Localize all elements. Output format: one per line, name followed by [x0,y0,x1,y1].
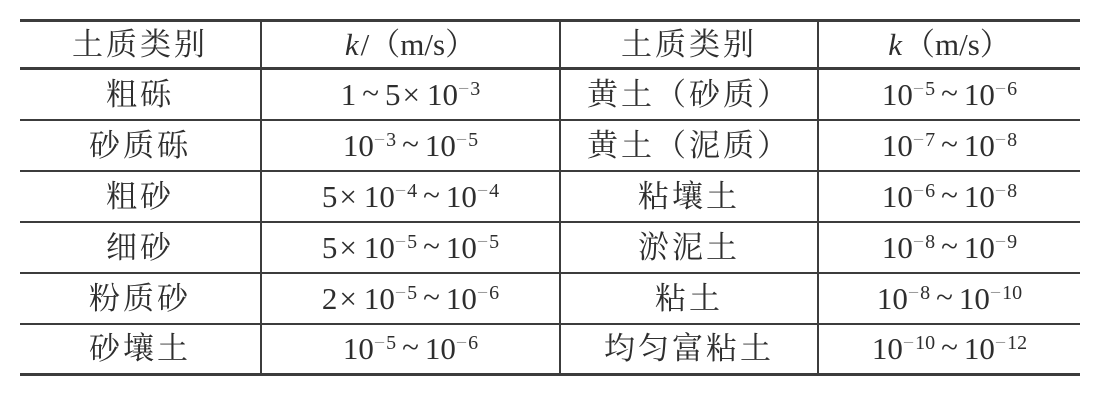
soil-type-cell: 砂质砾 [20,120,261,171]
table-row [20,171,1080,222]
exponent: −5 [373,332,397,355]
range-tilde: ~ [423,227,440,263]
exponent: −9 [994,230,1018,253]
minus-sign: − [912,128,926,151]
k-value-cell: $10^{-5}$ ~ $10^{-6}$ [818,69,1080,120]
exponent: −5 [394,230,418,253]
header-k-right [818,21,1080,69]
table-row [20,273,1080,324]
soil-type-cell: 均匀富粘土 [560,324,818,375]
k-value-cell: $5\times 10^{-4}$ ~ $10^{-4}$ [261,171,560,222]
exponent: −6 [455,332,479,355]
minus-sign: − [373,332,387,355]
exponent: −7 [912,128,936,151]
soil-type-cell: 砂壤土 [89,331,191,367]
exponent: −6 [912,179,936,202]
minus-sign: − [455,128,469,151]
k-unit: /（m/s） [360,27,477,62]
k-symbol: k [888,27,902,62]
k-value-cell: $10^{-10}$ ~ $10^{-12}$ [818,324,1080,375]
range-tilde: ~ [941,125,958,161]
table-row [20,69,1080,120]
range-tilde: ~ [941,176,958,212]
exponent: −4 [394,179,418,202]
multiply-sign: × [339,280,357,316]
soil-type-cell: 黄土（泥质） [560,120,818,171]
minus-sign: − [994,77,1008,100]
minus-sign: − [912,77,926,100]
soil-type-cell: 粘壤土 [560,171,818,222]
range-tilde: ~ [402,329,419,365]
multiply-sign: × [339,229,357,265]
range-tilde: ~ [423,176,440,212]
minus-sign: − [455,332,469,355]
exponent: −8 [912,230,936,253]
minus-sign: − [394,230,408,253]
multiply-sign: × [339,178,357,214]
k-value-cell: $10^{-3}$ ~ $10^{-5}$ [261,120,560,171]
k-value-cell: $5\times 10^{-5}$ ~ $10^{-5}$ [261,222,560,273]
soil-type-cell: 淤泥土 [560,222,818,273]
minus-sign: − [902,332,916,355]
table-row [20,222,1080,273]
range-tilde: ~ [936,278,953,314]
exponent: −4 [476,179,500,202]
soil-type-cell: 粗砂 [20,171,261,222]
soil-type-cell: 粉质砂 [20,273,261,324]
exponent: −6 [994,77,1018,100]
minus-sign: − [457,77,471,100]
minus-sign: − [394,281,408,304]
minus-sign: − [994,179,1008,202]
range-tilde: ~ [941,329,958,365]
table-row [20,324,1080,375]
minus-sign: − [994,230,1008,253]
minus-sign: − [373,128,387,151]
soil-type-cell: 粘土 [560,273,818,324]
exponent: −12 [994,332,1028,355]
header-soil-type-left: 土质类别 [20,21,261,69]
k-unit: （m/s） [903,27,1011,62]
range-tilde: ~ [362,74,379,110]
k-value-cell: $10^{-5}$ ~ $10^{-6}$ [261,324,560,375]
k-value-cell: $2\times 10^{-5}$ ~ $10^{-6}$ [261,273,560,324]
exponent: −10 [902,332,936,355]
multiply-sign: × [402,76,420,112]
k-value-cell: $10^{-6}$ ~ $10^{-8}$ [818,171,1080,222]
exponent: −8 [907,281,931,304]
soil-permeability-table [20,19,1080,376]
header-k-left [261,21,560,69]
header-row [20,21,1080,69]
minus-sign: − [476,179,490,202]
k-value-cell: $10^{-8}$ ~ $10^{-10}$ [818,273,1080,324]
exponent: −8 [994,128,1018,151]
minus-sign: − [907,281,921,304]
soil-type-cell: 粗砾 [20,69,261,120]
table-row [20,120,1080,171]
header-soil-type-right: 土质类别 [560,21,818,69]
minus-sign: − [994,332,1008,355]
exponent: −5 [912,77,936,100]
exponent: −10 [989,281,1023,304]
exponent: −5 [455,128,479,151]
k-value-cell: $10^{-7}$ ~ $10^{-8}$ [818,120,1080,171]
k-symbol: k [344,27,359,62]
soil-type-cell: 黄土（砂质） [560,69,818,120]
exponent: −5 [394,281,418,304]
minus-sign: − [394,179,408,202]
range-tilde: ~ [941,227,958,263]
exponent: −3 [373,128,397,151]
minus-sign: − [912,230,926,253]
minus-sign: − [994,128,1008,151]
range-tilde: ~ [423,278,440,314]
k-value-cell: $10^{-8}$ ~ $10^{-9}$ [818,222,1080,273]
minus-sign: − [476,281,490,304]
k-value-cell: 1 ~ $5\times 10^{-3}$ [261,69,560,120]
minus-sign: − [989,281,1003,304]
exponent: −3 [457,77,481,100]
table-header [20,21,1080,69]
range-tilde: ~ [402,125,419,161]
exponent: −8 [994,179,1018,202]
table-body [20,69,1080,375]
minus-sign: − [912,179,926,202]
exponent: −5 [476,230,500,253]
minus-sign: − [476,230,490,253]
exponent: −6 [476,281,500,304]
soil-type-cell: 细砂 [20,222,261,273]
range-tilde: ~ [941,74,958,110]
